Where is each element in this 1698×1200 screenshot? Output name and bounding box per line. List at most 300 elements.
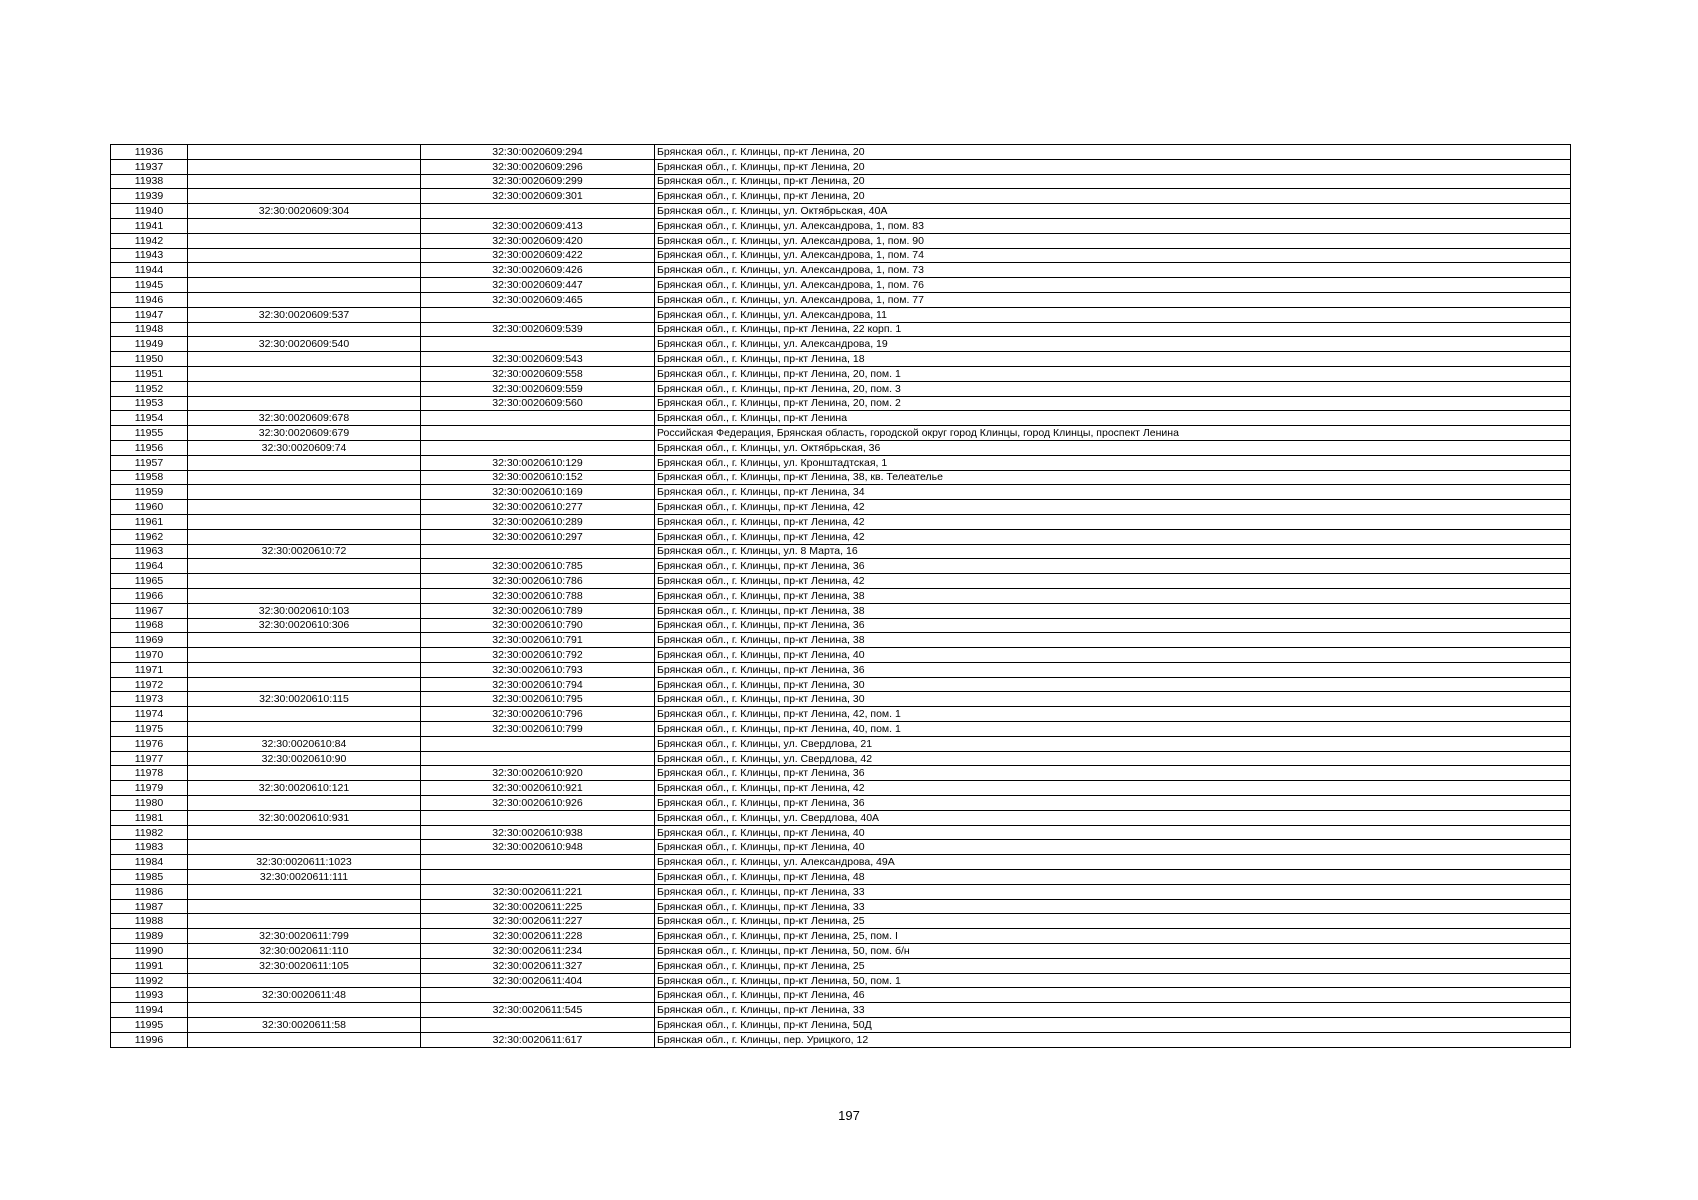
row-number-cell: 11939 — [111, 189, 188, 204]
address-cell: Брянская обл., г. Клинцы, пр-кт Ленина, 40, пом. 1 — [655, 722, 1571, 737]
row-number-cell: 11980 — [111, 796, 188, 811]
cadastral-number-cell — [188, 322, 421, 337]
address-cell: Брянская обл., г. Клинцы, ул. Октябрьская, 36 — [655, 440, 1571, 455]
cadastral-number-cell — [188, 648, 421, 663]
row-number-cell: 11972 — [111, 677, 188, 692]
cadastral-number-cell — [188, 825, 421, 840]
cadastral-number-cell — [188, 174, 421, 189]
address-cell: Брянская обл., г. Клинцы, пр-кт Ленина, 30 — [655, 692, 1571, 707]
page-number: 197 — [838, 1108, 860, 1123]
address-cell: Брянская обл., г. Клинцы, ул. Александрова, 49А — [655, 855, 1571, 870]
address-cell: Брянская обл., г. Клинцы, ул. Свердлова, 42 — [655, 751, 1571, 766]
cadastral-number-cell — [188, 352, 421, 367]
table-row — [111, 603, 1571, 618]
address-cell: Брянская обл., г. Клинцы, пр-кт Ленина, 20, пом. 2 — [655, 396, 1571, 411]
cadastral-number-cell: 32:30:0020611:799 — [188, 929, 421, 944]
building-cadastral-number-cell — [421, 1018, 655, 1033]
table-row — [111, 662, 1571, 677]
address-cell: Брянская обл., г. Клинцы, пр-кт Ленина, 33 — [655, 1003, 1571, 1018]
row-number-cell: 11996 — [111, 1032, 188, 1047]
row-number-cell: 11991 — [111, 958, 188, 973]
address-cell: Брянская обл., г. Клинцы, пр-кт Ленина, 25, пом. I — [655, 929, 1571, 944]
cadastral-number-cell: 32:30:0020610:84 — [188, 736, 421, 751]
building-cadastral-number-cell: 32:30:0020610:786 — [421, 574, 655, 589]
table-row — [111, 677, 1571, 692]
row-number-cell: 11978 — [111, 766, 188, 781]
address-cell: Брянская обл., г. Клинцы, пр-кт Ленина, 34 — [655, 485, 1571, 500]
address-cell: Брянская обл., г. Клинцы, пр-кт Ленина, 42 — [655, 574, 1571, 589]
row-number-cell: 11958 — [111, 470, 188, 485]
table-row — [111, 973, 1571, 988]
address-cell: Брянская обл., г. Клинцы, ул. Александрова, 1, пом. 74 — [655, 248, 1571, 263]
cadastral-number-cell: 32:30:0020610:931 — [188, 810, 421, 825]
address-cell: Российская Федерация, Брянская область, городской округ город Клинцы, город Клинцы, проспект Ленина — [655, 426, 1571, 441]
cadastral-number-cell — [188, 485, 421, 500]
table-row — [111, 174, 1571, 189]
building-cadastral-number-cell: 32:30:0020609:301 — [421, 189, 655, 204]
cadastral-number-cell — [188, 396, 421, 411]
building-cadastral-number-cell: 32:30:0020610:792 — [421, 648, 655, 663]
building-cadastral-number-cell — [421, 988, 655, 1003]
building-cadastral-number-cell: 32:30:0020610:938 — [421, 825, 655, 840]
table-row — [111, 455, 1571, 470]
table-row — [111, 233, 1571, 248]
building-cadastral-number-cell — [421, 855, 655, 870]
row-number-cell: 11969 — [111, 633, 188, 648]
table-row — [111, 485, 1571, 500]
building-cadastral-number-cell — [421, 440, 655, 455]
address-cell: Брянская обл., г. Клинцы, пр-кт Ленина, 20 — [655, 159, 1571, 174]
cadastral-number-cell — [188, 884, 421, 899]
cadastral-number-cell — [188, 914, 421, 929]
building-cadastral-number-cell: 32:30:0020610:277 — [421, 500, 655, 515]
cadastral-number-cell: 32:30:0020611:48 — [188, 988, 421, 1003]
address-cell: Брянская обл., г. Клинцы, ул. Александрова, 19 — [655, 337, 1571, 352]
row-number-cell: 11949 — [111, 337, 188, 352]
cadastral-number-cell — [188, 455, 421, 470]
address-cell: Брянская обл., г. Клинцы, ул. Свердлова, 40А — [655, 810, 1571, 825]
building-cadastral-number-cell: 32:30:0020611:404 — [421, 973, 655, 988]
address-cell: Брянская обл., г. Клинцы, ул. Кронштадтская, 1 — [655, 455, 1571, 470]
address-cell: Брянская обл., г. Клинцы, ул. Александрова, 1, пом. 73 — [655, 263, 1571, 278]
building-cadastral-number-cell: 32:30:0020611:234 — [421, 944, 655, 959]
address-cell: Брянская обл., г. Клинцы, ул. Октябрьская, 40А — [655, 204, 1571, 219]
table-row — [111, 870, 1571, 885]
row-number-cell: 11959 — [111, 485, 188, 500]
cadastral-number-cell — [188, 840, 421, 855]
table-row — [111, 352, 1571, 367]
row-number-cell: 11950 — [111, 352, 188, 367]
cadastral-number-cell — [188, 574, 421, 589]
table-row — [111, 574, 1571, 589]
row-number-cell: 11956 — [111, 440, 188, 455]
building-cadastral-number-cell: 32:30:0020609:447 — [421, 278, 655, 293]
table-row — [111, 411, 1571, 426]
table-row — [111, 781, 1571, 796]
building-cadastral-number-cell: 32:30:0020610:948 — [421, 840, 655, 855]
cadastral-number-cell: 32:30:0020610:72 — [188, 544, 421, 559]
building-cadastral-number-cell: 32:30:0020610:169 — [421, 485, 655, 500]
cadastral-number-cell — [188, 899, 421, 914]
address-cell: Брянская обл., г. Клинцы, пр-кт Ленина, 25 — [655, 958, 1571, 973]
building-cadastral-number-cell: 32:30:0020611:225 — [421, 899, 655, 914]
address-cell: Брянская обл., г. Клинцы, пр-кт Ленина, 22 корп. 1 — [655, 322, 1571, 337]
building-cadastral-number-cell: 32:30:0020611:617 — [421, 1032, 655, 1047]
row-number-cell: 11937 — [111, 159, 188, 174]
row-number-cell: 11960 — [111, 500, 188, 515]
building-cadastral-number-cell: 32:30:0020610:796 — [421, 707, 655, 722]
building-cadastral-number-cell: 32:30:0020609:559 — [421, 381, 655, 396]
building-cadastral-number-cell — [421, 870, 655, 885]
table-row — [111, 810, 1571, 825]
building-cadastral-number-cell: 32:30:0020610:790 — [421, 618, 655, 633]
building-cadastral-number-cell: 32:30:0020610:795 — [421, 692, 655, 707]
address-cell: Брянская обл., г. Клинцы, ул. Свердлова, 21 — [655, 736, 1571, 751]
table-row — [111, 1003, 1571, 1018]
building-cadastral-number-cell — [421, 736, 655, 751]
row-number-cell: 11963 — [111, 544, 188, 559]
table-row — [111, 381, 1571, 396]
address-cell: Брянская обл., г. Клинцы, пр-кт Ленина, 42, пом. 1 — [655, 707, 1571, 722]
building-cadastral-number-cell: 32:30:0020610:799 — [421, 722, 655, 737]
address-cell: Брянская обл., г. Клинцы, пр-кт Ленина, 36 — [655, 662, 1571, 677]
address-cell: Брянская обл., г. Клинцы, пр-кт Ленина, 20 — [655, 145, 1571, 160]
table-row — [111, 514, 1571, 529]
table-row — [111, 292, 1571, 307]
cadastral-number-cell — [188, 381, 421, 396]
building-cadastral-number-cell: 32:30:0020610:785 — [421, 559, 655, 574]
row-number-cell: 11975 — [111, 722, 188, 737]
cadastral-number-cell — [188, 248, 421, 263]
cadastral-number-cell — [188, 1003, 421, 1018]
row-number-cell: 11970 — [111, 648, 188, 663]
address-cell: Брянская обл., г. Клинцы, пр-кт Ленина, 33 — [655, 884, 1571, 899]
address-cell: Брянская обл., г. Клинцы, ул. Александрова, 1, пом. 76 — [655, 278, 1571, 293]
table-row — [111, 648, 1571, 663]
table-row — [111, 988, 1571, 1003]
row-number-cell: 11952 — [111, 381, 188, 396]
address-cell: Брянская обл., г. Клинцы, пр-кт Ленина, 20 — [655, 174, 1571, 189]
row-number-cell: 11946 — [111, 292, 188, 307]
address-cell: Брянская обл., г. Клинцы, пр-кт Ленина, 38 — [655, 603, 1571, 618]
address-cell: Брянская обл., г. Клинцы, ул. Александрова, 1, пом. 77 — [655, 292, 1571, 307]
row-number-cell: 11965 — [111, 574, 188, 589]
table-row — [111, 426, 1571, 441]
row-number-cell: 11977 — [111, 751, 188, 766]
table-row — [111, 145, 1571, 160]
building-cadastral-number-cell: 32:30:0020610:794 — [421, 677, 655, 692]
cadastral-number-cell — [188, 633, 421, 648]
row-number-cell: 11953 — [111, 396, 188, 411]
address-cell: Брянская обл., г. Клинцы, пр-кт Ленина, 42 — [655, 514, 1571, 529]
table-row — [111, 307, 1571, 322]
cadastral-number-cell: 32:30:0020610:306 — [188, 618, 421, 633]
table-row — [111, 440, 1571, 455]
cadastral-number-cell: 32:30:0020611:58 — [188, 1018, 421, 1033]
table-row — [111, 544, 1571, 559]
address-cell: Брянская обл., г. Клинцы, пр-кт Ленина, 36 — [655, 796, 1571, 811]
cadastral-number-cell — [188, 796, 421, 811]
building-cadastral-number-cell — [421, 810, 655, 825]
building-cadastral-number-cell: 32:30:0020609:465 — [421, 292, 655, 307]
row-number-cell: 11982 — [111, 825, 188, 840]
address-cell: Брянская обл., г. Клинцы, пр-кт Ленина, 36 — [655, 559, 1571, 574]
table-row — [111, 958, 1571, 973]
cadastral-number-cell: 32:30:0020610:90 — [188, 751, 421, 766]
table-row — [111, 470, 1571, 485]
address-cell: Брянская обл., г. Клинцы, пр-кт Ленина, 42 — [655, 781, 1571, 796]
address-cell: Брянская обл., г. Клинцы, пр-кт Ленина, 30 — [655, 677, 1571, 692]
address-cell: Брянская обл., г. Клинцы, пр-кт Ленина, 20, пом. 3 — [655, 381, 1571, 396]
row-number-cell: 11989 — [111, 929, 188, 944]
address-cell: Брянская обл., г. Клинцы, пр-кт Ленина, 42 — [655, 500, 1571, 515]
row-number-cell: 11974 — [111, 707, 188, 722]
building-cadastral-number-cell: 32:30:0020610:789 — [421, 603, 655, 618]
row-number-cell: 11941 — [111, 218, 188, 233]
building-cadastral-number-cell: 32:30:0020609:560 — [421, 396, 655, 411]
row-number-cell: 11964 — [111, 559, 188, 574]
row-number-cell: 11992 — [111, 973, 188, 988]
address-cell: Брянская обл., г. Клинцы, пр-кт Ленина, 25 — [655, 914, 1571, 929]
row-number-cell: 11973 — [111, 692, 188, 707]
row-number-cell: 11984 — [111, 855, 188, 870]
building-cadastral-number-cell — [421, 307, 655, 322]
row-number-cell: 11943 — [111, 248, 188, 263]
address-cell: Брянская обл., г. Клинцы, пр-кт Ленина, 40 — [655, 825, 1571, 840]
building-cadastral-number-cell: 32:30:0020609:296 — [421, 159, 655, 174]
address-cell: Брянская обл., г. Клинцы, пр-кт Ленина, 33 — [655, 899, 1571, 914]
row-number-cell: 11955 — [111, 426, 188, 441]
table-row — [111, 337, 1571, 352]
cadastral-number-cell — [188, 263, 421, 278]
cadastral-number-cell — [188, 233, 421, 248]
table-row — [111, 588, 1571, 603]
cadastral-number-cell: 32:30:0020609:74 — [188, 440, 421, 455]
address-cell: Брянская обл., г. Клинцы, пр-кт Ленина, 20 — [655, 189, 1571, 204]
table-row — [111, 944, 1571, 959]
table-row — [111, 500, 1571, 515]
table-row — [111, 366, 1571, 381]
table-row — [111, 840, 1571, 855]
address-cell: Брянская обл., г. Клинцы, пр-кт Ленина, 46 — [655, 988, 1571, 1003]
table-row — [111, 751, 1571, 766]
building-cadastral-number-cell — [421, 751, 655, 766]
row-number-cell: 11995 — [111, 1018, 188, 1033]
table-row — [111, 825, 1571, 840]
building-cadastral-number-cell: 32:30:0020610:926 — [421, 796, 655, 811]
cadastral-number-cell: 32:30:0020610:103 — [188, 603, 421, 618]
building-cadastral-number-cell: 32:30:0020609:539 — [421, 322, 655, 337]
table-row — [111, 396, 1571, 411]
cadastral-number-cell: 32:30:0020609:679 — [188, 426, 421, 441]
building-cadastral-number-cell: 32:30:0020611:227 — [421, 914, 655, 929]
table-row — [111, 722, 1571, 737]
address-cell: Брянская обл., г. Клинцы, пр-кт Ленина, 40 — [655, 840, 1571, 855]
building-cadastral-number-cell: 32:30:0020609:422 — [421, 248, 655, 263]
building-cadastral-number-cell: 32:30:0020610:788 — [421, 588, 655, 603]
row-number-cell: 11979 — [111, 781, 188, 796]
row-number-cell: 11954 — [111, 411, 188, 426]
building-cadastral-number-cell: 32:30:0020609:413 — [421, 218, 655, 233]
row-number-cell: 11988 — [111, 914, 188, 929]
building-cadastral-number-cell: 32:30:0020610:297 — [421, 529, 655, 544]
row-number-cell: 11961 — [111, 514, 188, 529]
cadastral-number-cell — [188, 366, 421, 381]
building-cadastral-number-cell: 32:30:0020610:791 — [421, 633, 655, 648]
table-row — [111, 855, 1571, 870]
building-cadastral-number-cell: 32:30:0020611:228 — [421, 929, 655, 944]
cadastral-number-cell — [188, 159, 421, 174]
address-cell: Брянская обл., г. Клинцы, пер. Урицкого, 12 — [655, 1032, 1571, 1047]
building-cadastral-number-cell — [421, 426, 655, 441]
cadastral-number-cell — [188, 500, 421, 515]
building-cadastral-number-cell: 32:30:0020610:289 — [421, 514, 655, 529]
building-cadastral-number-cell — [421, 411, 655, 426]
row-number-cell: 11957 — [111, 455, 188, 470]
address-cell: Брянская обл., г. Клинцы, пр-кт Ленина, 38 — [655, 633, 1571, 648]
row-number-cell: 11948 — [111, 322, 188, 337]
building-cadastral-number-cell: 32:30:0020610:920 — [421, 766, 655, 781]
building-cadastral-number-cell — [421, 337, 655, 352]
cadastral-number-cell: 32:30:0020611:1023 — [188, 855, 421, 870]
building-cadastral-number-cell — [421, 544, 655, 559]
building-cadastral-number-cell: 32:30:0020609:294 — [421, 145, 655, 160]
row-number-cell: 11940 — [111, 204, 188, 219]
address-cell: Брянская обл., г. Клинцы, ул. Александрова, 1, пом. 90 — [655, 233, 1571, 248]
cadastral-number-cell: 32:30:0020611:110 — [188, 944, 421, 959]
row-number-cell: 11951 — [111, 366, 188, 381]
row-number-cell: 11936 — [111, 145, 188, 160]
cadastral-number-cell — [188, 189, 421, 204]
row-number-cell: 11971 — [111, 662, 188, 677]
building-cadastral-number-cell: 32:30:0020610:793 — [421, 662, 655, 677]
cadastral-number-cell: 32:30:0020609:537 — [188, 307, 421, 322]
cadastral-number-cell — [188, 1032, 421, 1047]
row-number-cell: 11981 — [111, 810, 188, 825]
address-cell: Брянская обл., г. Клинцы, пр-кт Ленина, 36 — [655, 618, 1571, 633]
cadastral-number-cell — [188, 292, 421, 307]
cadastral-number-cell — [188, 677, 421, 692]
address-cell: Брянская обл., г. Клинцы, ул. Александрова, 11 — [655, 307, 1571, 322]
address-cell: Брянская обл., г. Клинцы, пр-кт Ленина, 38, кв. Телеателье — [655, 470, 1571, 485]
building-cadastral-number-cell: 32:30:0020611:327 — [421, 958, 655, 973]
register-table — [110, 144, 1571, 1048]
table-row — [111, 899, 1571, 914]
building-cadastral-number-cell: 32:30:0020609:426 — [421, 263, 655, 278]
cadastral-number-cell — [188, 218, 421, 233]
row-number-cell: 11987 — [111, 899, 188, 914]
address-cell: Брянская обл., г. Клинцы, пр-кт Ленина, 50, пом. б/н — [655, 944, 1571, 959]
building-cadastral-number-cell: 32:30:0020610:152 — [421, 470, 655, 485]
cadastral-number-cell: 32:30:0020611:105 — [188, 958, 421, 973]
address-cell: Брянская обл., г. Клинцы, пр-кт Ленина — [655, 411, 1571, 426]
cadastral-number-cell — [188, 766, 421, 781]
table-row — [111, 559, 1571, 574]
table-row — [111, 218, 1571, 233]
table-row — [111, 618, 1571, 633]
table-row — [111, 1018, 1571, 1033]
cadastral-number-cell — [188, 662, 421, 677]
building-cadastral-number-cell: 32:30:0020611:545 — [421, 1003, 655, 1018]
cadastral-number-cell — [188, 145, 421, 160]
table-row — [111, 189, 1571, 204]
row-number-cell: 11983 — [111, 840, 188, 855]
table-row — [111, 248, 1571, 263]
row-number-cell: 11993 — [111, 988, 188, 1003]
table-row — [111, 633, 1571, 648]
cadastral-number-cell: 32:30:0020610:115 — [188, 692, 421, 707]
building-cadastral-number-cell: 32:30:0020610:129 — [421, 455, 655, 470]
building-cadastral-number-cell: 32:30:0020609:420 — [421, 233, 655, 248]
cadastral-number-cell — [188, 973, 421, 988]
row-number-cell: 11968 — [111, 618, 188, 633]
row-number-cell: 11945 — [111, 278, 188, 293]
address-cell: Брянская обл., г. Клинцы, пр-кт Ленина, 42 — [655, 529, 1571, 544]
table-row — [111, 692, 1571, 707]
table-row — [111, 929, 1571, 944]
cadastral-number-cell: 32:30:0020611:111 — [188, 870, 421, 885]
table-row — [111, 278, 1571, 293]
address-cell: Брянская обл., г. Клинцы, ул. Александрова, 1, пом. 83 — [655, 218, 1571, 233]
address-cell: Брянская обл., г. Клинцы, пр-кт Ленина, 48 — [655, 870, 1571, 885]
cadastral-number-cell — [188, 278, 421, 293]
building-cadastral-number-cell: 32:30:0020610:921 — [421, 781, 655, 796]
row-number-cell: 11967 — [111, 603, 188, 618]
cadastral-number-cell — [188, 529, 421, 544]
building-cadastral-number-cell: 32:30:0020611:221 — [421, 884, 655, 899]
cadastral-number-cell — [188, 470, 421, 485]
row-number-cell: 11942 — [111, 233, 188, 248]
table-row — [111, 736, 1571, 751]
row-number-cell: 11938 — [111, 174, 188, 189]
cadastral-number-cell — [188, 722, 421, 737]
building-cadastral-number-cell: 32:30:0020609:543 — [421, 352, 655, 367]
row-number-cell: 11986 — [111, 884, 188, 899]
row-number-cell: 11994 — [111, 1003, 188, 1018]
row-number-cell: 11944 — [111, 263, 188, 278]
address-cell: Брянская обл., г. Клинцы, пр-кт Ленина, 40 — [655, 648, 1571, 663]
table-row — [111, 914, 1571, 929]
address-cell: Брянская обл., г. Клинцы, пр-кт Ленина, 20, пом. 1 — [655, 366, 1571, 381]
row-number-cell: 11966 — [111, 588, 188, 603]
row-number-cell: 11947 — [111, 307, 188, 322]
table-row — [111, 322, 1571, 337]
address-cell: Брянская обл., г. Клинцы, пр-кт Ленина, 50Д — [655, 1018, 1571, 1033]
cadastral-number-cell — [188, 588, 421, 603]
cadastral-number-cell: 32:30:0020609:678 — [188, 411, 421, 426]
building-cadastral-number-cell: 32:30:0020609:558 — [421, 366, 655, 381]
address-cell: Брянская обл., г. Клинцы, ул. 8 Марта, 16 — [655, 544, 1571, 559]
cadastral-number-cell: 32:30:0020609:304 — [188, 204, 421, 219]
table-row — [111, 1032, 1571, 1047]
cadastral-number-cell: 32:30:0020610:121 — [188, 781, 421, 796]
row-number-cell: 11990 — [111, 944, 188, 959]
cadastral-number-cell: 32:30:0020609:540 — [188, 337, 421, 352]
table-row — [111, 159, 1571, 174]
register-table-body — [111, 145, 1571, 1048]
table-row — [111, 796, 1571, 811]
building-cadastral-number-cell — [421, 204, 655, 219]
table-row — [111, 529, 1571, 544]
row-number-cell: 11976 — [111, 736, 188, 751]
address-cell: Брянская обл., г. Клинцы, пр-кт Ленина, 38 — [655, 588, 1571, 603]
cadastral-number-cell — [188, 707, 421, 722]
address-cell: Брянская обл., г. Клинцы, пр-кт Ленина, 36 — [655, 766, 1571, 781]
building-cadastral-number-cell: 32:30:0020609:299 — [421, 174, 655, 189]
table-row — [111, 766, 1571, 781]
row-number-cell: 11985 — [111, 870, 188, 885]
table-row — [111, 884, 1571, 899]
